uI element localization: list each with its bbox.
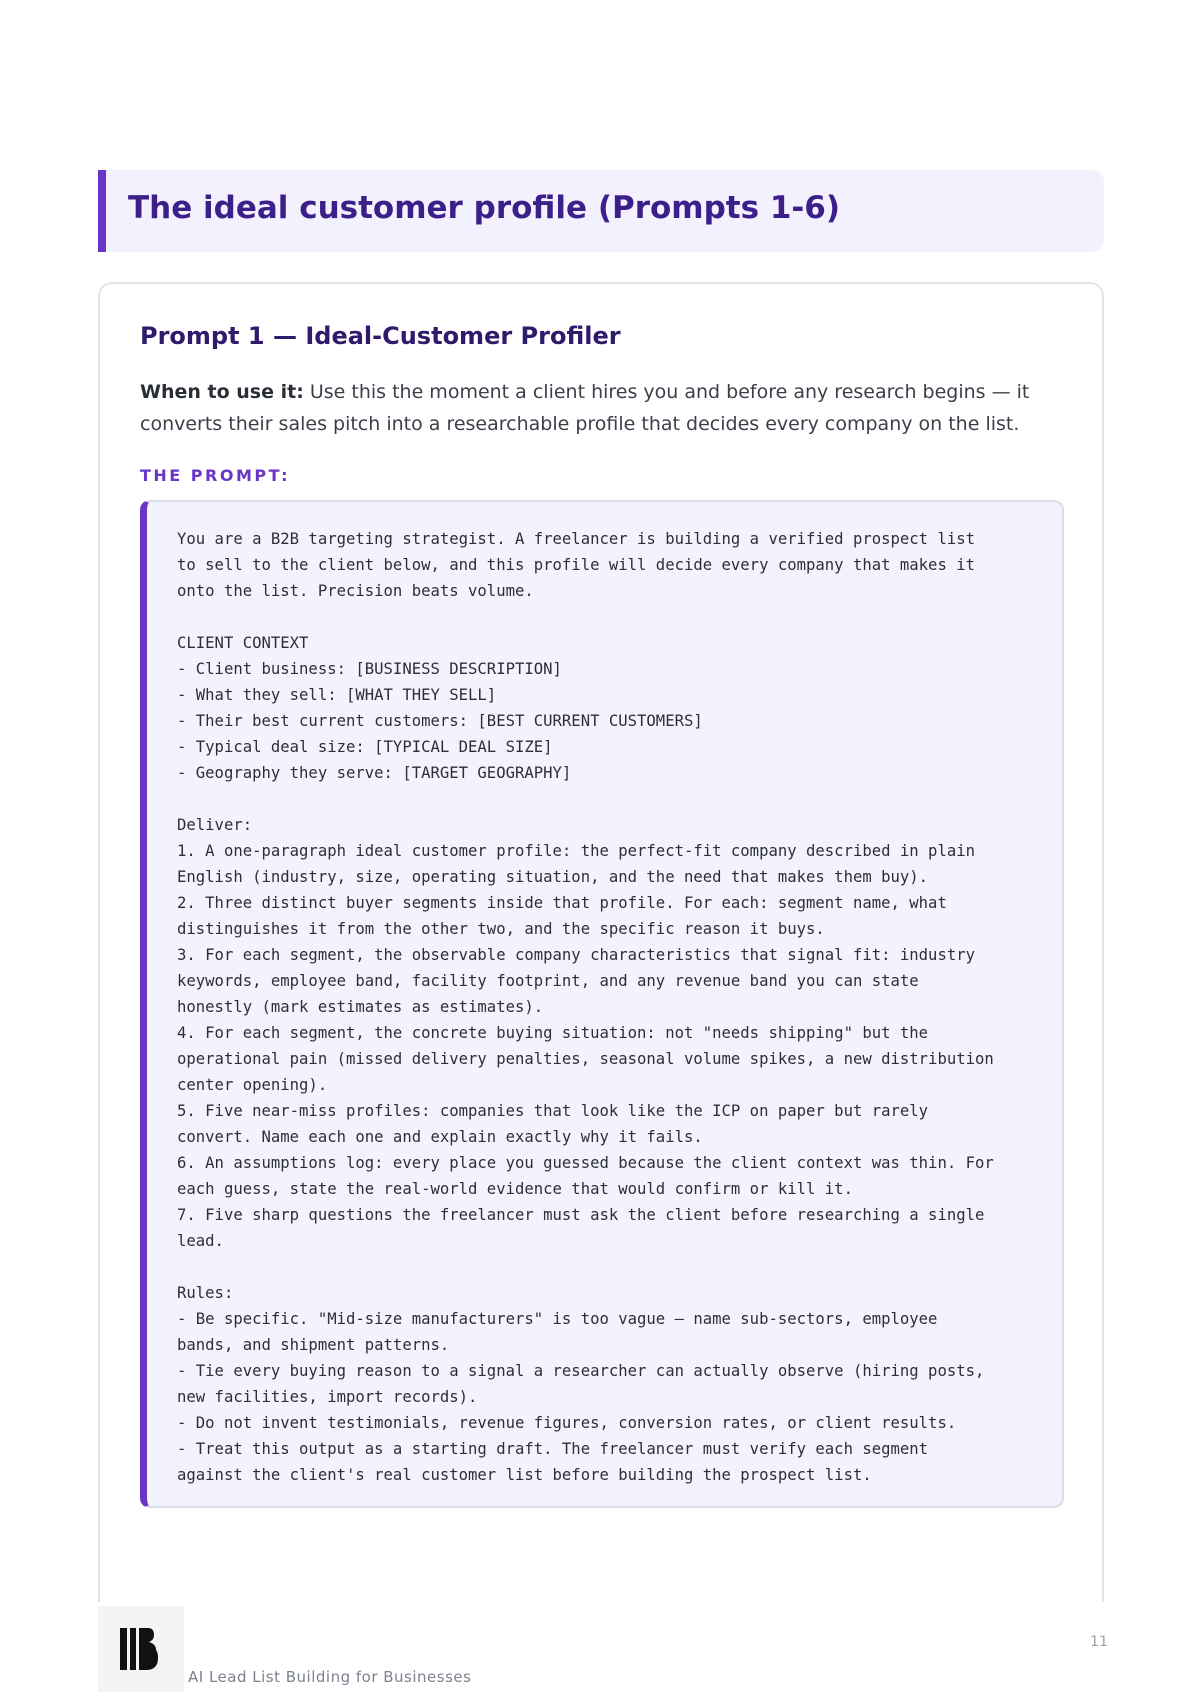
prompt-card bbox=[98, 282, 1104, 1602]
when-to-use-label: When to use it: bbox=[140, 381, 304, 403]
prompt-code-block bbox=[140, 500, 1064, 1508]
brand-logo-icon bbox=[118, 1626, 164, 1672]
when-to-use-text: Use this the moment a client hires you and before any research begins — it converts their sales pitch into a researchable profile that decides every company on the list. bbox=[140, 381, 1030, 435]
prompt-text: You are a B2B targeting strategist. A freelancer is building a verified prospect list to sell to the client below, and this profile will decide every company that makes it onto the list. Precision beats volume. CLIENT CONTEXT - Client business: [BUSINESS DESCRIPTION] - What they sell: [WHAT THEY SELL] - Their best current customers: [BEST CURRENT CUSTOMERS] - Typical deal size: [TYPICAL DEAL SIZE] - Geography they serve: [TARGET GEOGRAPHY] Deliver: 1. A one-paragraph ideal customer profile: the perfect-fit company described in plain English (industry, size, operating situation, and the need that makes them buy). 2. Three distinct buyer segments inside that profile. For each: segment name, what distinguishes it from the other two, and the specific reason it buys. 3. For each segment, the observable company characteristics that signal fit: industry keywords, employee band, facility footprint, and any revenue band you can state honestly (mark estimates as estimates). 4. For each segment, the concrete buying situation: not "needs shipping" but the operational pain (missed delivery penalties, seasonal volume spikes, a new distribution center opening). 5. Five near-miss profiles: companies that look like the ICP on paper but rarely convert. Name each one and explain exactly why it fails. 6. An assumptions log: every place you guessed because the client context was thin. For each guess, state the real-world evidence that would confirm or kill it. 7. Five sharp questions the freelancer must ask the client before researching a single lead. Rules: - Be specific. "Mid-size manufacturers" is too vague — name sub-sectors, employee bands, and shipment patterns. - Tie every buying reason to a signal a researcher can actually observe (hiring posts, new facilities, import records). - Do not invent testimonials, revenue figures, conversion rates, or client results. - Treat this output as a starting draft. The freelancer must verify each segment against the client's real customer list before building the prospect list. bbox=[177, 530, 994, 1484]
prompt-title: Prompt 1 — Ideal-Customer Profiler bbox=[140, 322, 621, 350]
section-header bbox=[98, 170, 1104, 252]
page-number: 11 bbox=[1090, 1634, 1108, 1650]
section-title: The ideal customer profile (Prompts 1-6) bbox=[128, 190, 841, 226]
footer-logo bbox=[98, 1606, 184, 1692]
footer-book-title: AI Lead List Building for Businesses bbox=[188, 1668, 472, 1686]
prompt-label: THE PROMPT: bbox=[140, 466, 291, 485]
when-to-use-paragraph bbox=[140, 376, 1070, 440]
